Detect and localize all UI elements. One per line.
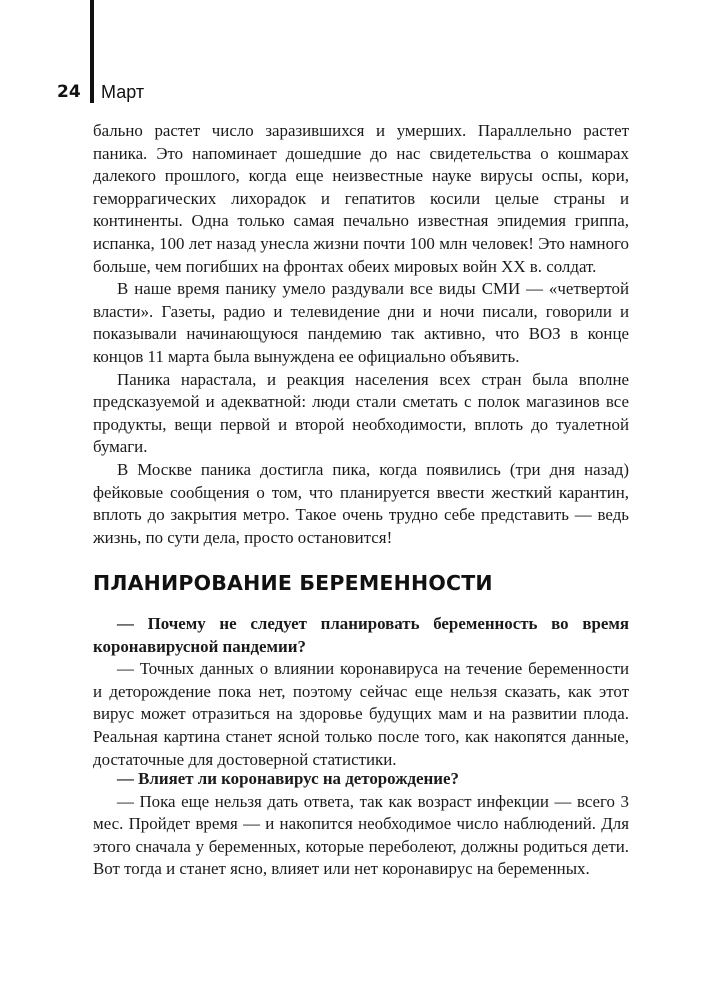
question: — Влияет ли коронавирус на деторождение? xyxy=(117,769,459,788)
paragraph: В Москве паника достигла пика, когда появились (три дня назад) фейковые сообщения о том, что планируется ввести жесткий карантин, вплоть до закрытия метро. Такое очень трудно себе представить — ведь жизнь, по сути дела, просто остановится! xyxy=(93,459,629,547)
answer: — Точных данных о влиянии коронавируса на течение беременности и деторождение пока нет, поэтому сейчас еще нельзя сказать, как этот вирус может отразиться на здоровье будущих мам и на развитии плода. Реальная картина станет ясной только после того, как накопятся данные, достаточные для достоверной статистики. xyxy=(93,659,629,769)
page-number: 24 xyxy=(57,82,81,102)
paragraph: В наше время панику умело раздували все виды СМИ — «четвертой власти». Газеты, радио и телевидение дни и ночи писали, говорили и показывали начинающуюся пандемию так активно, что ВОЗ в конце концов 11 марта была вынуждена ее официально объявить. xyxy=(93,279,629,366)
running-head: Март xyxy=(101,82,145,102)
qa-block xyxy=(93,613,629,771)
paragraph: бально растет число заразившихся и умерших. Параллельно растет паника. Это напоминает дошедшие до нас свидетельства о кошмарах далекого прошлого, когда еще неизвестные науке вирусы оспы, кори, геморрагических лихорадок и гепатитов косили целые страны и континенты. Одна только самая печально известная эпидемия гриппа, испанка, 100 лет назад унесла жизни почти 100 млн человек! Это намного больше, чем погибших на фронтах обеих мировых войн XX в. солдат. xyxy=(93,121,629,276)
answer: — Пока еще нельзя дать ответа, так как возраст инфекции — всего 3 мес. Пройдет время — и накопится необходимое число наблюдений. Для этого сначала у беременных, которые переболеют, должны родиться дети. Вот тогда и станет ясно, влияет или нет коронавирус на беременных. xyxy=(93,791,629,879)
question: — Почему не следует планировать беременность во время коронавирусной пандемии? xyxy=(93,614,629,656)
section-heading: ПЛАНИРОВАНИЕ БЕРЕМЕННОСТИ xyxy=(93,571,493,595)
qa-block xyxy=(93,768,629,881)
paragraph: Паника нарастала, и реакция населения всех стран была вполне предсказуемой и адекватной: люди стали сметать с полок магазинов все продукты, вещи первой и второй необходимости, вплоть до туалетной бумаги. xyxy=(93,369,629,457)
header-vertical-rule xyxy=(90,0,94,103)
body-text xyxy=(93,120,629,549)
